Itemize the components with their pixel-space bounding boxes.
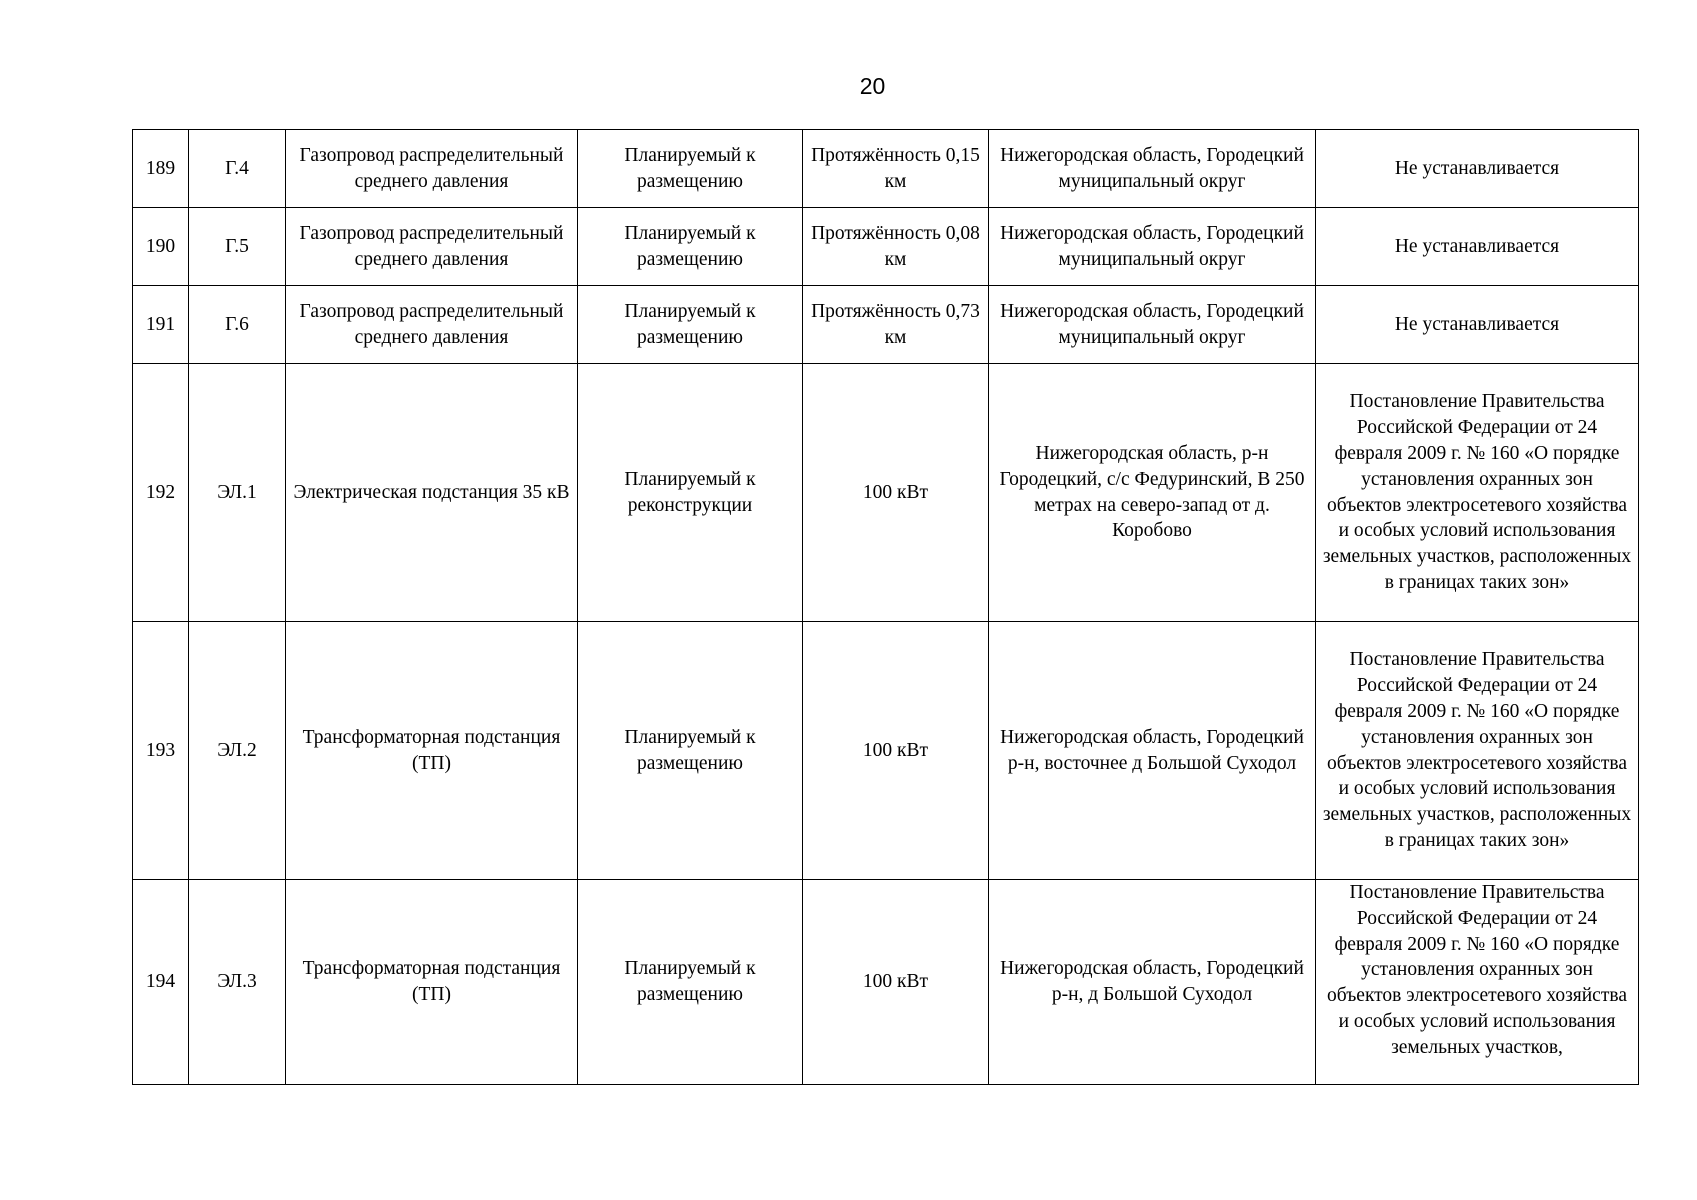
object-code-cell: Г.5 — [189, 208, 286, 286]
object-name-cell: Газопровод распределительный среднего давления — [286, 208, 578, 286]
object-location-cell: Нижегородская область, Городецкий р-н, восточнее д Большой Суходол — [989, 622, 1316, 880]
object-name-cell: Трансформаторная подстанция (ТП) — [286, 622, 578, 880]
object-zone-cell: Не устанавливается — [1316, 208, 1639, 286]
object-code-cell: ЭЛ.1 — [189, 364, 286, 622]
table-row — [133, 622, 1639, 880]
row-number-cell: 189 — [133, 130, 189, 208]
object-zone-cell: Постановление Правительства Российской Федерации от 24 февраля 2009 г. № 160 «О порядке установления охранных зон объектов электросетевого хозяйства и особых условий использования земельных участков, — [1316, 880, 1639, 1085]
object-zone-cell: Не устанавливается — [1316, 286, 1639, 364]
object-location-cell: Нижегородская область, р-н Городецкий, с/с Федуринский, В 250 метрах на северо-запад от д. Коробово — [989, 364, 1316, 622]
object-location-cell: Нижегородская область, Городецкий р-н, д Большой Суходол — [989, 880, 1316, 1085]
row-number-cell: 192 — [133, 364, 189, 622]
object-zone-cell: Постановление Правительства Российской Федерации от 24 февраля 2009 г. № 160 «О порядке установления охранных зон объектов электросетевого хозяйства и особых условий использования земельных участков, расположенных в границах таких зон» — [1316, 364, 1639, 622]
row-number-cell: 190 — [133, 208, 189, 286]
row-number-cell: 193 — [133, 622, 189, 880]
object-name-cell: Газопровод распределительный среднего давления — [286, 286, 578, 364]
table-row — [133, 208, 1639, 286]
objects-table — [132, 129, 1639, 1085]
object-location-cell: Нижегородская область, Городецкий муниципальный округ — [989, 208, 1316, 286]
object-characteristic-cell: Протяжённость 0,73 км — [803, 286, 989, 364]
table-row — [133, 880, 1639, 1085]
object-status-cell: Планируемый к размещению — [578, 208, 803, 286]
object-status-cell: Планируемый к реконструкции — [578, 364, 803, 622]
object-code-cell: ЭЛ.2 — [189, 622, 286, 880]
object-name-cell: Трансформаторная подстанция (ТП) — [286, 880, 578, 1085]
object-code-cell: ЭЛ.3 — [189, 880, 286, 1085]
object-characteristic-cell: Протяжённость 0,08 км — [803, 208, 989, 286]
object-zone-cell: Не устанавливается — [1316, 130, 1639, 208]
object-characteristic-cell: 100 кВт — [803, 622, 989, 880]
row-number-cell: 194 — [133, 880, 189, 1085]
object-zone-cell: Постановление Правительства Российской Федерации от 24 февраля 2009 г. № 160 «О порядке установления охранных зон объектов электросетевого хозяйства и особых условий использования земельных участков, расположенных в границах таких зон» — [1316, 622, 1639, 880]
object-code-cell: Г.4 — [189, 130, 286, 208]
object-name-cell: Газопровод распределительный среднего давления — [286, 130, 578, 208]
object-location-cell: Нижегородская область, Городецкий муниципальный округ — [989, 130, 1316, 208]
object-characteristic-cell: 100 кВт — [803, 364, 989, 622]
object-characteristic-cell: Протяжённость 0,15 км — [803, 130, 989, 208]
row-number-cell: 191 — [133, 286, 189, 364]
table-row — [133, 364, 1639, 622]
object-status-cell: Планируемый к размещению — [578, 622, 803, 880]
table-row — [133, 130, 1639, 208]
table-row — [133, 286, 1639, 364]
object-name-cell: Электрическая подстанция 35 кВ — [286, 364, 578, 622]
object-status-cell: Планируемый к размещению — [578, 880, 803, 1085]
page-number: 20 — [859, 73, 886, 99]
object-location-cell: Нижегородская область, Городецкий муниципальный округ — [989, 286, 1316, 364]
object-status-cell: Планируемый к размещению — [578, 286, 803, 364]
object-status-cell: Планируемый к размещению — [578, 130, 803, 208]
object-characteristic-cell: 100 кВт — [803, 880, 989, 1085]
object-code-cell: Г.6 — [189, 286, 286, 364]
